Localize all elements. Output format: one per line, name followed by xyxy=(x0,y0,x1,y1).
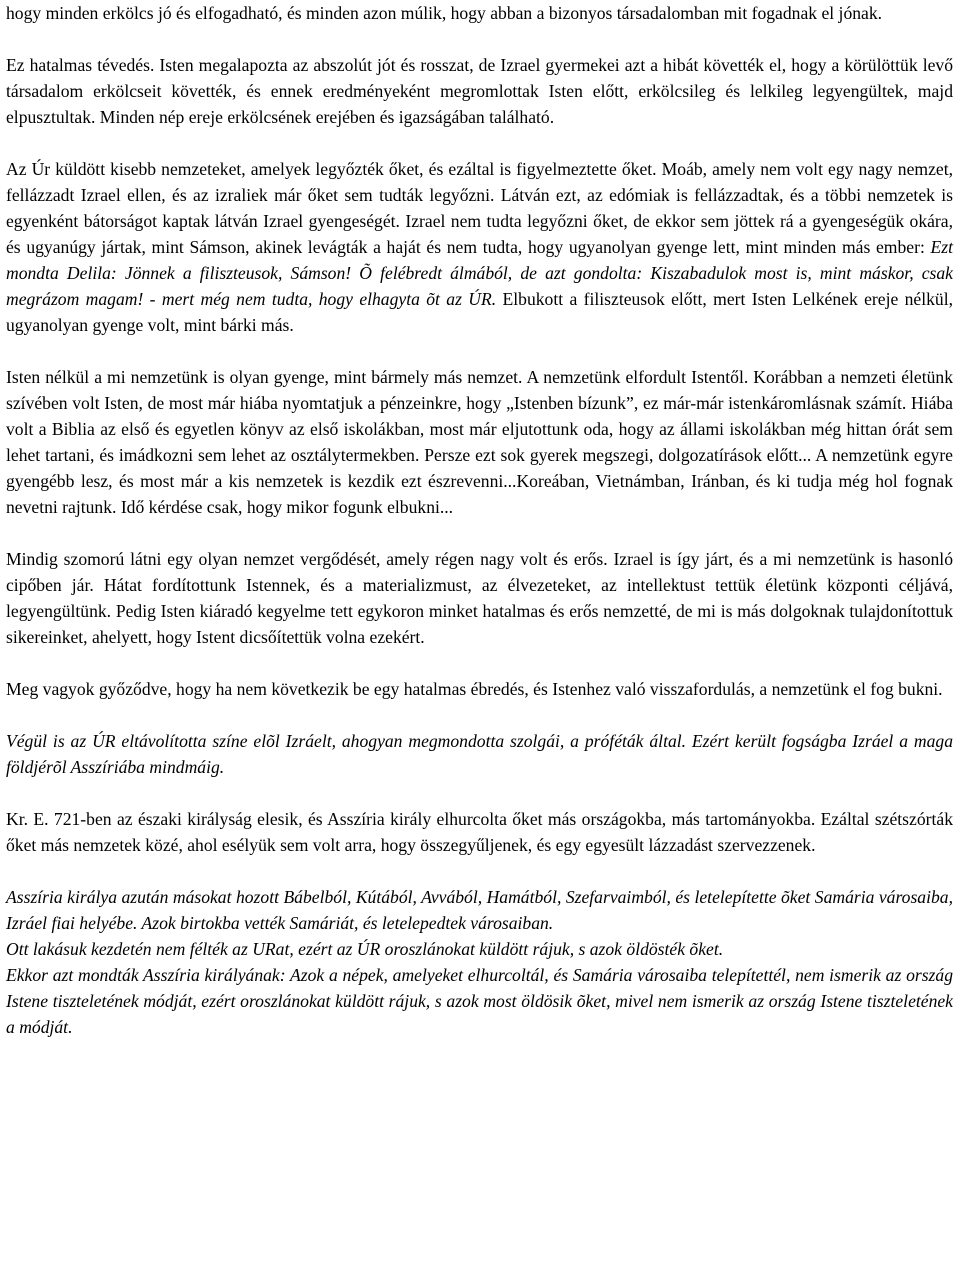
paragraph xyxy=(6,52,953,130)
body-text: Elbukott a filiszteusok előtt, mert Isten Lelkének ereje nélkül, ugyanolyan gyenge volt, mint bárki más. xyxy=(6,289,954,335)
body-text: Ez hatalmas tévedés. Isten megalapozta az abszolút jót és rosszat, de Izrael gyermekei azt a hibát követték el, hogy a körülöttük levő társadalom erkölcseit követték, és ennek eredményeként megromlottak Isten előtt, erkölcsileg és lelkileg legyengültek, majd elpusztultak. Minden nép ereje erkölcsének erejében és igazságában található. xyxy=(6,55,953,127)
paragraph xyxy=(6,364,953,520)
paragraph xyxy=(6,962,953,1040)
body-text: Az Úr küldött kisebb nemzeteket, amelyek legyőzték őket, és ezáltal is figyelmeztette őket. Moáb, amely nem volt egy nagy nemzet, fellázzadt Izrael ellen, és az izraliek már őket sem tudták legyőzni. Látván ezt, az edómiak is fellázzadtak, és a többi nemzetek is egyenként bátorságot kaptak látván Izrael gyengeségét. Izrael nem tudta legyőzni őket, de ekkor sem jöttek rá a gyengeségük okára, és ugyanúgy jártak, mint Sámson, akinek levágták a haját és nem tudta, hogy ugyanolyan gyenge lett, mint minden más ember: xyxy=(6,159,953,257)
quote-text: Ezt mondta Delila: Jönnek a filiszteusok, Sámson! Õ felébredt álmából, de azt gondolta: Kiszabadulok most is, mint máskor, csak megrázom magam! - mert még nem tudta, hogy elhagyta õt az ÚR. xyxy=(6,237,953,309)
quote-text: Ekkor azt mondták Asszíria királyának: Azok a népek, amelyeket elhurcoltál, és Samária városaiba telepítettél, nem ismerik az ország Istene tiszteletének módját, ezért oroszlánokat küldött rájuk, s azok most öldösik õket, mivel nem ismerik az ország Istene tiszteletének a módját. xyxy=(6,965,953,1037)
paragraph xyxy=(6,806,953,858)
body-text: Isten nélkül a mi nemzetünk is olyan gyenge, mint bármely más nemzet. A nemzetünk elfordult Istentől. Korábban a nemzeti életünk szívében volt Isten, de most már hiába nyomtatjuk a pénzeinkre, hogy „Istenben bízunk”, ez már-már istenkáromlásnak számít. Hiába volt a Biblia az első és egyetlen könyv az első iskolákban, most már eljutottunk oda, hogy az állami iskolákban még hittan órát sem lehet tartani, és imádkozni sem lehet az osztálytermekben. Persze ezt sok gyerek megszegi, dolgozatírások előtt... A nemzetünk egyre gyengébb lesz, és most már a kis nemzetek is kezdik ezt észrevenni...Koreában, Vietnámban, Iránban, és ki tudja még hol fognak nevetni rajtunk. Idő kérdése csak, hogy mikor fogunk elbukni... xyxy=(6,367,953,517)
quote-text: Ott lakásuk kezdetén nem félték az URat, ezért az ÚR oroszlánokat küldött rájuk, s azok öldösték õket. xyxy=(6,939,724,959)
paragraph xyxy=(6,884,953,936)
body-text: Mindig szomorú látni egy olyan nemzet vergődését, amely régen nagy volt és erős. Izrael is így járt, és a mi nemzetünk is hasonló cipőben jár. Hátat fordítottunk Istennek, és a materializmust, az élvezeteket, az intellektust tettük életünk központi céljává, legyengültünk. Pedig Isten kiáradó kegyelme tett egykoron minket hatalmas és erős nemzetté, de mi is más dolgoknak tulajdonítottuk sikereinket, ahelyett, hogy Istent dicsőítettük volna ezekért. xyxy=(6,549,953,647)
paragraph xyxy=(6,546,953,650)
paragraph xyxy=(6,156,953,338)
paragraph xyxy=(6,936,953,962)
paragraph xyxy=(6,728,953,780)
paragraph xyxy=(6,0,953,26)
body-text: hogy minden erkölcs jó és elfogadható, és minden azon múlik, hogy abban a bizonyos társadalomban mit fogadnak el jónak. xyxy=(6,3,883,23)
quote-text: Asszíria királya azután másokat hozott Bábelból, Kútából, Avvából, Hamátból, Szefarvaimból, és letelepítette õket Samária városaiba, Izráel fiai helyébe. Azok birtokba vették Samáriát, és letelepedtek városaiban. xyxy=(6,887,953,933)
paragraph xyxy=(6,676,953,702)
body-text: Kr. E. 721-ben az északi királyság elesik, és Asszíria király elhurcolta őket más országokba, más tartományokba. Ezáltal szétszórták őket más nemzetek közé, ahol esélyük sem volt arra, hogy összegyűljenek, és egy egyesült lázzadást szervezzenek. xyxy=(6,809,953,855)
quote-text: Végül is az ÚR eltávolította színe elõl Izráelt, ahogyan megmondotta szolgái, a próféták által. Ezért került fogságba Izráel a maga földjérõl Asszíriába mindmáig. xyxy=(6,731,953,777)
body-text: Meg vagyok győződve, hogy ha nem következik be egy hatalmas ébredés, és Istenhez való visszafordulás, a nemzetünk el fog bukni. xyxy=(6,679,943,699)
